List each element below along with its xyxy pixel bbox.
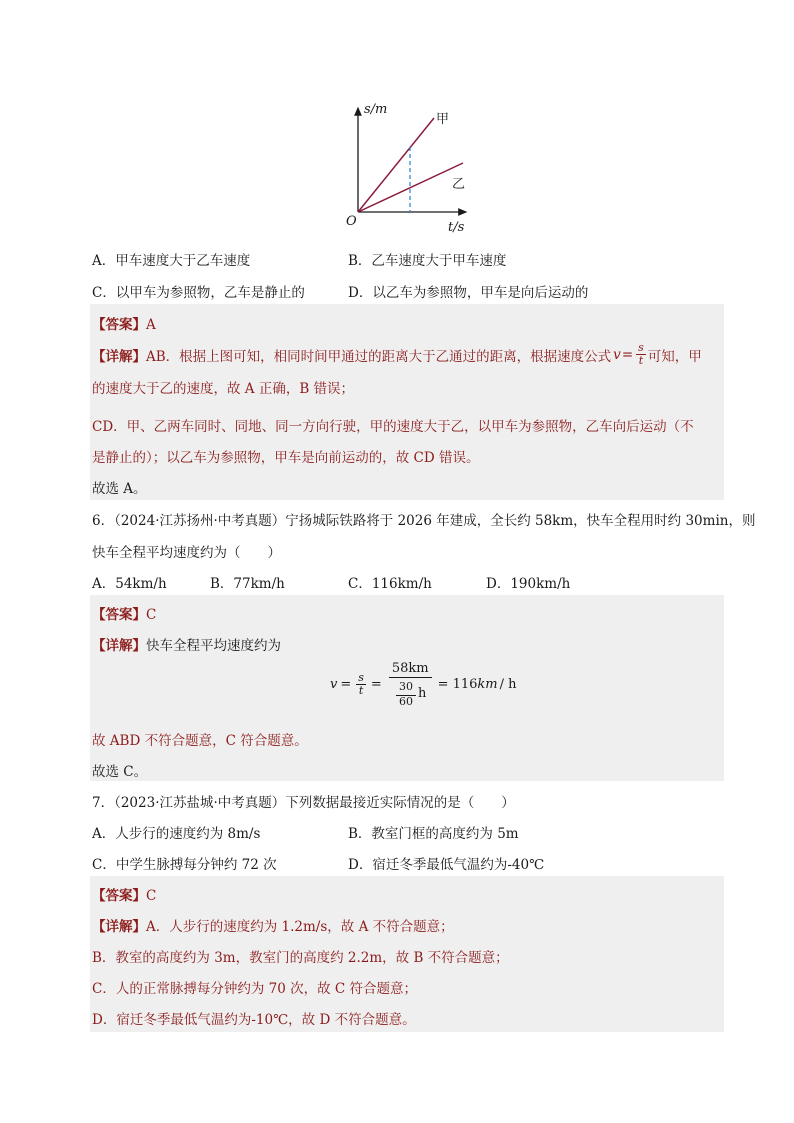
f-s: s — [358, 670, 364, 684]
origin-label: O — [346, 214, 357, 229]
q6-option-d: D．190km/h — [486, 576, 571, 592]
q7-option-a: A．人步行的速度约为 8m/s — [92, 826, 261, 842]
q6-answer-line — [92, 603, 156, 623]
line-yi-label: 乙 — [452, 177, 466, 192]
detail-tag: 【详解】 — [92, 919, 146, 935]
q5-detail-1b: 可知，甲 — [647, 348, 702, 365]
q7-detail-line-1 — [92, 915, 454, 935]
f-main-fraction — [389, 660, 432, 708]
formula-s: s — [638, 341, 644, 354]
formula-fraction — [636, 342, 646, 367]
q7-stem: 7．（2023·江苏盐城·中考真题）下列数据最接近实际情况的是（ ） — [92, 795, 515, 811]
q5-option-d: D．以乙车为参照物，甲车是向后运动的 — [348, 285, 589, 301]
f-eq1: = — [340, 676, 352, 692]
f-t: t — [358, 683, 364, 697]
q6-answer: C — [146, 607, 157, 623]
q7-detail-3: C．人的正常脉搏每分钟约为 70 次，故 C 符合题意； — [92, 981, 418, 997]
y-axis-label: s/m — [364, 102, 388, 117]
f-den-num: 30 — [396, 678, 416, 696]
q5-option-a: A．甲车速度大于乙车速度 — [92, 253, 251, 269]
answer-tag: 【答案】 — [92, 888, 146, 904]
q5-detail-3: CD．甲、乙两车同时、同地、同一方向行驶，甲的速度大于乙，以甲车为参照物，乙车向后运动（不 — [92, 419, 694, 435]
formula-v: v — [613, 346, 621, 363]
line-jia-label: 甲 — [436, 112, 450, 127]
q5-answer: A — [146, 317, 156, 333]
f-unit: km — [477, 676, 498, 692]
formula-eq: = — [621, 346, 634, 363]
q6-option-a: A．54km/h — [92, 576, 167, 592]
q7-answer: C — [146, 888, 157, 904]
q6-formula — [330, 660, 517, 708]
detail-tag: 【详解】 — [92, 638, 146, 654]
f-den-unit: h — [418, 685, 427, 701]
answer-tag: 【答案】 — [92, 607, 146, 623]
q7-detail-2: B．教室的高度约为 3m，教室门的高度约 2.2m，故 B 不符合题意； — [92, 950, 509, 966]
f-v: v — [330, 676, 338, 692]
q6-stem-2: 快车全程平均速度约为（ ） — [92, 545, 281, 561]
answer-tag: 【答案】 — [92, 317, 146, 333]
formula-t: t — [638, 354, 644, 367]
f-denominator — [394, 678, 426, 708]
q7-option-d: D．宿迁冬季最低气温约为-40℃ — [348, 857, 545, 873]
s-t-graph — [328, 100, 478, 236]
f-s-over-t — [356, 672, 366, 697]
q5-option-c: C．以甲车为参照物，乙车是静止的 — [92, 285, 305, 301]
f-den-fraction — [396, 678, 416, 708]
detail-tag: 【详解】 — [92, 348, 146, 365]
q6-conclusion: 故选 C。 — [92, 764, 148, 780]
f-unit-tail: / h — [499, 676, 517, 692]
q5-detail-1a: AB．根据上图可知，相同时间甲通过的距离大于乙通过的距离，根据速度公式 — [146, 348, 612, 365]
q7-detail-4: D．宿迁冬季最低气温约为-10℃，故 D 不符合题意。 — [92, 1012, 416, 1028]
q7-option-c: C．中学生脉搏每分钟约 72 次 — [92, 857, 277, 873]
line-jia — [358, 118, 434, 212]
q7-option-b: B．教室门框的高度约为 5m — [348, 826, 519, 842]
q5-answer-box — [90, 304, 724, 500]
q6-option-c: C．116km/h — [348, 576, 432, 592]
q6-detail-1: 快车全程平均速度约为 — [146, 638, 281, 654]
q6-stem-1: 6．（2024·江苏扬州·中考真题）宁扬城际铁路将于 2026 年建成，全长约 58km，快车全程用时约 30min，则 — [92, 513, 756, 529]
q6-detail-2: 故 ABD 不符合题意，C 符合题意。 — [92, 733, 308, 749]
q5-answer-line — [92, 313, 156, 333]
f-eq2: = — [370, 676, 382, 692]
q6-option-b: B．77km/h — [210, 576, 285, 592]
f-eq3: = 116 — [437, 676, 478, 692]
q5-conclusion: 故选 A。 — [92, 481, 147, 497]
q5-detail-2: 的速度大于乙的速度，故 A 正确，B 错误； — [92, 381, 355, 397]
f-den-den: 60 — [399, 695, 414, 708]
x-axis-label: t/s — [448, 220, 465, 235]
q7-answer-line — [92, 884, 156, 904]
q6-detail-line-1 — [92, 634, 281, 654]
q5-detail-line-1 — [92, 342, 702, 367]
q7-detail-1: A．人步行的速度约为 1.2m/s，故 A 不符合题意； — [146, 919, 454, 935]
f-num: 58km — [389, 660, 432, 678]
q5-detail-4: 是静止的）；以乙车为参照物，甲车是向前运动的，故 CD 错误。 — [92, 450, 480, 466]
q5-option-b: B．乙车速度大于甲车速度 — [348, 253, 507, 269]
